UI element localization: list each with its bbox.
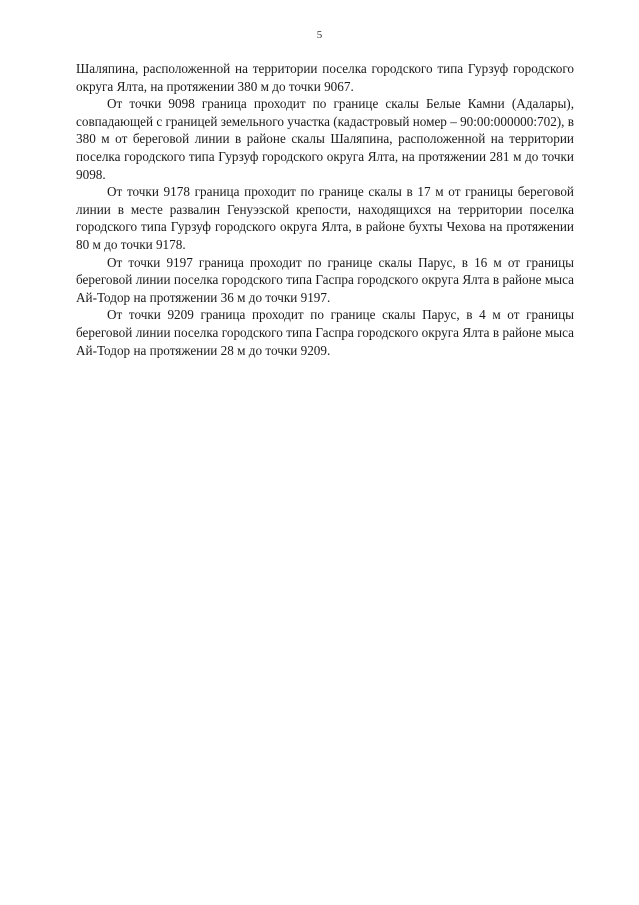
- paragraph-continuation: Шаляпина, расположенной на территории поселка городского типа Гурзуф городского округа Ялта, на протяжении 380 м до точки 9067.: [76, 61, 574, 94]
- paragraph-point-9098: От точки 9098 граница проходит по границе скалы Белые Камни (Адалары), совпадающей с границей земельного участка (кадастровый номер – 90:00:000000:702), в 380 м от береговой линии в районе скалы Шаляпина, расположенной на территории поселка городского типа Гурзуф городского округа Ялта, на протяжении 281 м до точки 9098.: [76, 96, 575, 182]
- paragraph-point-9209: От точки 9209 граница проходит по границе скалы Парус, в 4 м от границы береговой линии поселка городского типа Гаспра городского округа Ялта в районе мыса Ай-Тодор на протяжении 28 м до точки 9209.: [76, 307, 574, 358]
- paragraph-point-9178: От точки 9178 граница проходит по границе скалы в 17 м от границы береговой линии в месте развалин Генуэзской крепости, находящихся на территории поселка городского типа Гурзуф городского округа Ялта, в районе бухты Чехова на протяжении 80 м до точки 9178.: [76, 184, 574, 252]
- document-body: [76, 60, 574, 359]
- paragraph-point-9197: От точки 9197 граница проходит по границе скалы Парус, в 16 м от границы береговой линии поселка городского типа Гаспра городского округа Ялта в районе мыса Ай-Тодор на протяжении 36 м до точки 9197.: [76, 254, 574, 305]
- page-number: 5: [316, 29, 323, 41]
